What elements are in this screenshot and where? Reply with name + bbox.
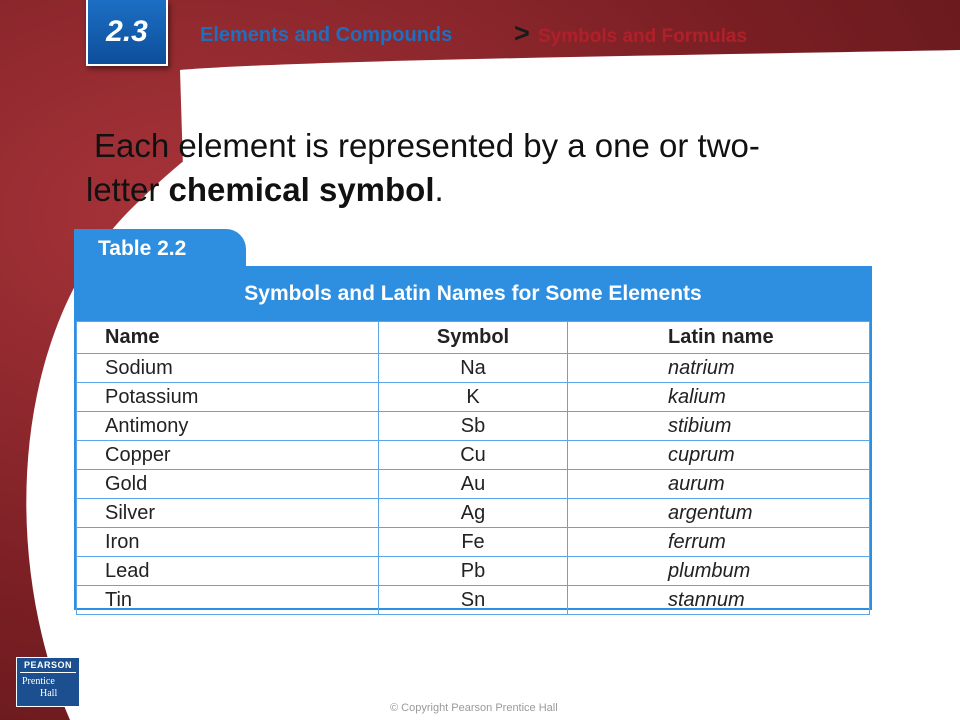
table-row: [77, 441, 870, 470]
element-symbol: K: [379, 383, 568, 412]
section-number-badge: [86, 0, 168, 66]
table-header-row: [77, 322, 870, 354]
element-name: Antimony: [77, 412, 379, 441]
column-header-name: Name: [77, 322, 379, 354]
table-row: [77, 528, 870, 557]
slide-body-text: [86, 124, 876, 212]
slide-label: Slide: [914, 636, 948, 652]
copyright-notice: © Copyright Pearson Prentice Hall: [390, 702, 558, 714]
element-symbol: Sn: [379, 586, 568, 615]
table-tab: [74, 229, 246, 269]
element-name: Iron: [77, 528, 379, 557]
body-line-2: [86, 168, 876, 212]
body-line-2-prefix: letter: [86, 171, 169, 208]
elements-table: [76, 321, 870, 615]
logo-brand: PEARSON: [23, 660, 72, 670]
element-name: Silver: [77, 499, 379, 528]
breadcrumb-separator: >: [514, 18, 530, 48]
element-latin-name: stibium: [568, 412, 870, 441]
table-container: [74, 266, 872, 610]
element-latin-name: cuprum: [568, 441, 870, 470]
body-line-1: Each element is represented by a one or two-: [94, 127, 760, 164]
table-row: [77, 586, 870, 615]
element-name: Gold: [77, 470, 379, 499]
section-title: Symbols and Formulas: [538, 26, 748, 47]
table-row: [77, 354, 870, 383]
element-latin-name: plumbum: [568, 557, 870, 586]
table-label: Table 2.2: [98, 237, 187, 260]
element-name: Tin: [77, 586, 379, 615]
table-body: [76, 321, 870, 611]
slide-position: 11 of 25: [896, 653, 948, 669]
element-latin-name: kalium: [568, 383, 870, 412]
element-name: Lead: [77, 557, 379, 586]
table-row: [77, 499, 870, 528]
element-symbol: Sb: [379, 412, 568, 441]
logo-divider: [20, 672, 76, 673]
table-row: [77, 470, 870, 499]
column-header-latin-name: Latin name: [568, 322, 870, 354]
chapter-title: Elements and Compounds: [200, 24, 453, 46]
publisher-logo: [16, 657, 80, 707]
table-row: [77, 383, 870, 412]
logo-line-2: Hall: [40, 688, 58, 699]
element-latin-name: aurum: [568, 470, 870, 499]
table-row: [77, 557, 870, 586]
element-latin-name: argentum: [568, 499, 870, 528]
element-symbol: Pb: [379, 557, 568, 586]
element-symbol: Ag: [379, 499, 568, 528]
logo-imprint: [22, 676, 57, 700]
body-line-2-suffix: .: [434, 171, 444, 208]
table-title: Symbols and Latin Names for Some Elements: [244, 281, 702, 305]
element-symbol: Au: [379, 470, 568, 499]
section-number: 2.3: [106, 15, 148, 48]
element-latin-name: natrium: [568, 354, 870, 383]
element-name: Copper: [77, 441, 379, 470]
key-term: chemical symbol: [168, 171, 435, 208]
element-latin-name: stannum: [568, 586, 870, 615]
element-latin-name: ferrum: [568, 528, 870, 557]
table-row: [77, 412, 870, 441]
element-name: Sodium: [77, 354, 379, 383]
slide-counter: [897, 636, 948, 670]
element-symbol: Fe: [379, 528, 568, 557]
column-header-symbol: Symbol: [379, 322, 568, 354]
element-symbol: Cu: [379, 441, 568, 470]
element-symbol: Na: [379, 354, 568, 383]
element-name: Potassium: [77, 383, 379, 412]
logo-line-1: Prentice: [22, 676, 55, 687]
